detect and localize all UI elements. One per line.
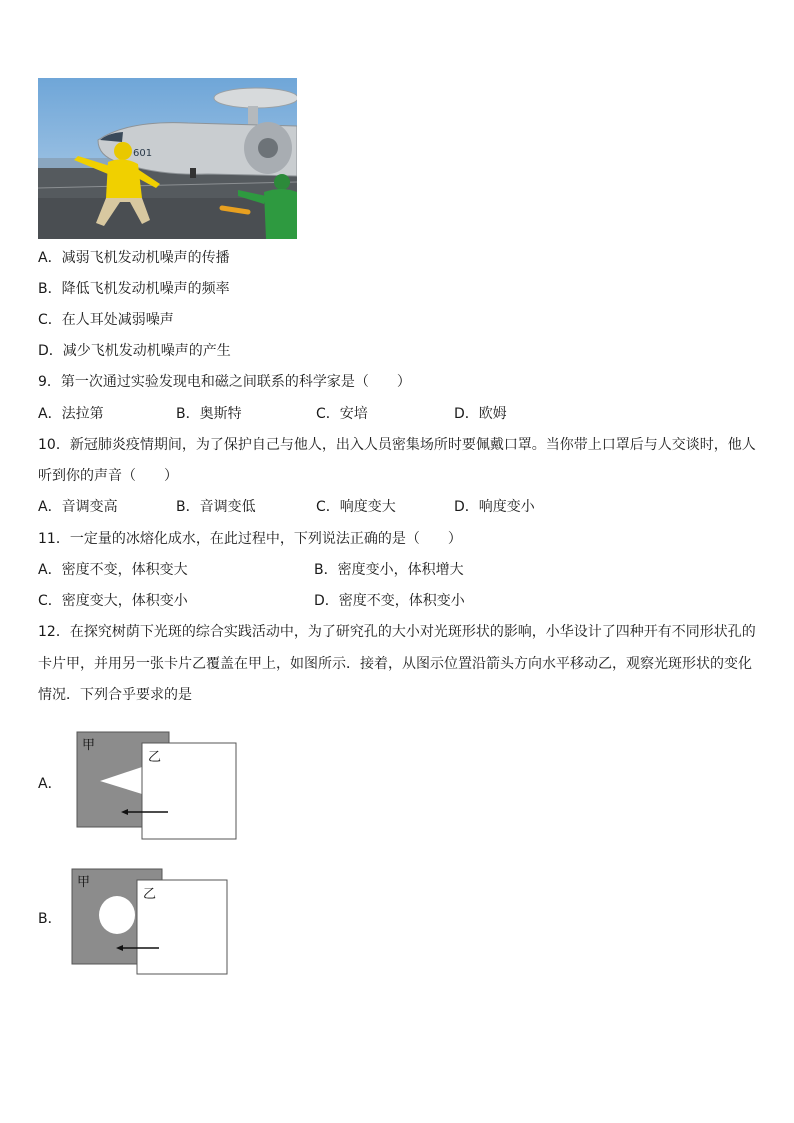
aircraft-carrier-photo	[38, 78, 297, 239]
card-jia-label: 甲	[82, 738, 96, 753]
aircraft-number: 601	[133, 148, 153, 159]
q9-option-d: D．欧姆	[454, 406, 507, 422]
card-yi-label: 乙	[148, 750, 162, 765]
q11-option-c: C．密度变大，体积变小	[38, 593, 188, 609]
card-jia-label: 甲	[77, 875, 91, 890]
q10-option-c: C．响度变大	[316, 499, 396, 515]
question-12-stem-line3: 情况．下列合乎要求的是	[38, 687, 192, 703]
q11-option-b: B．密度变小，体积增大	[314, 562, 464, 578]
question-9-stem: 9．第一次通过实验发现电和磁之间联系的科学家是（ ）	[38, 374, 411, 390]
question-12-stem-line1: 12．在探究树荫下光斑的综合实践活动中，为了研究孔的大小对光斑形状的影响，小华设计了四种开有不同形状孔的	[38, 624, 756, 640]
option-c: C．在人耳处减弱噪声	[38, 312, 174, 328]
figure-a-diagram	[76, 731, 238, 841]
q10-option-a: A．音调变高	[38, 499, 118, 515]
figure-b-diagram	[71, 868, 229, 976]
figure-a-label: A．	[38, 776, 62, 792]
q10-option-b: B．音调变低	[176, 499, 256, 515]
question-12-stem-line2: 卡片甲，并用另一张卡片乙覆盖在甲上，如图所示．接着，从图示位置沿箭头方向水平移动乙，观察光斑形状的变化	[38, 656, 752, 672]
option-a: A．减弱飞机发动机噪声的传播	[38, 250, 230, 266]
q9-option-c: C．安培	[316, 406, 368, 422]
option-b: B．降低飞机发动机噪声的频率	[38, 281, 230, 297]
question-10-stem-line1: 10．新冠肺炎疫情期间，为了保护自己与他人，出入人员密集场所时要佩戴口罩。当你带上口罩后与人交谈时，他人	[38, 437, 756, 453]
figure-b-label: B．	[38, 911, 62, 927]
q11-option-a: A．密度不变，体积变大	[38, 562, 188, 578]
option-d: D．减少飞机发动机噪声的产生	[38, 343, 231, 359]
question-10-stem-line2: 听到你的声音（ ）	[38, 468, 178, 484]
q10-option-d: D．响度变小	[454, 499, 535, 515]
circle-hole	[99, 896, 135, 934]
q9-option-a: A．法拉第	[38, 406, 104, 422]
question-11-stem: 11．一定量的冰熔化成水，在此过程中，下列说法正确的是（ ）	[38, 531, 462, 547]
q9-option-b: B．奥斯特	[176, 406, 242, 422]
q11-option-d: D．密度不变，体积变小	[314, 593, 465, 609]
card-yi-label: 乙	[143, 887, 157, 902]
